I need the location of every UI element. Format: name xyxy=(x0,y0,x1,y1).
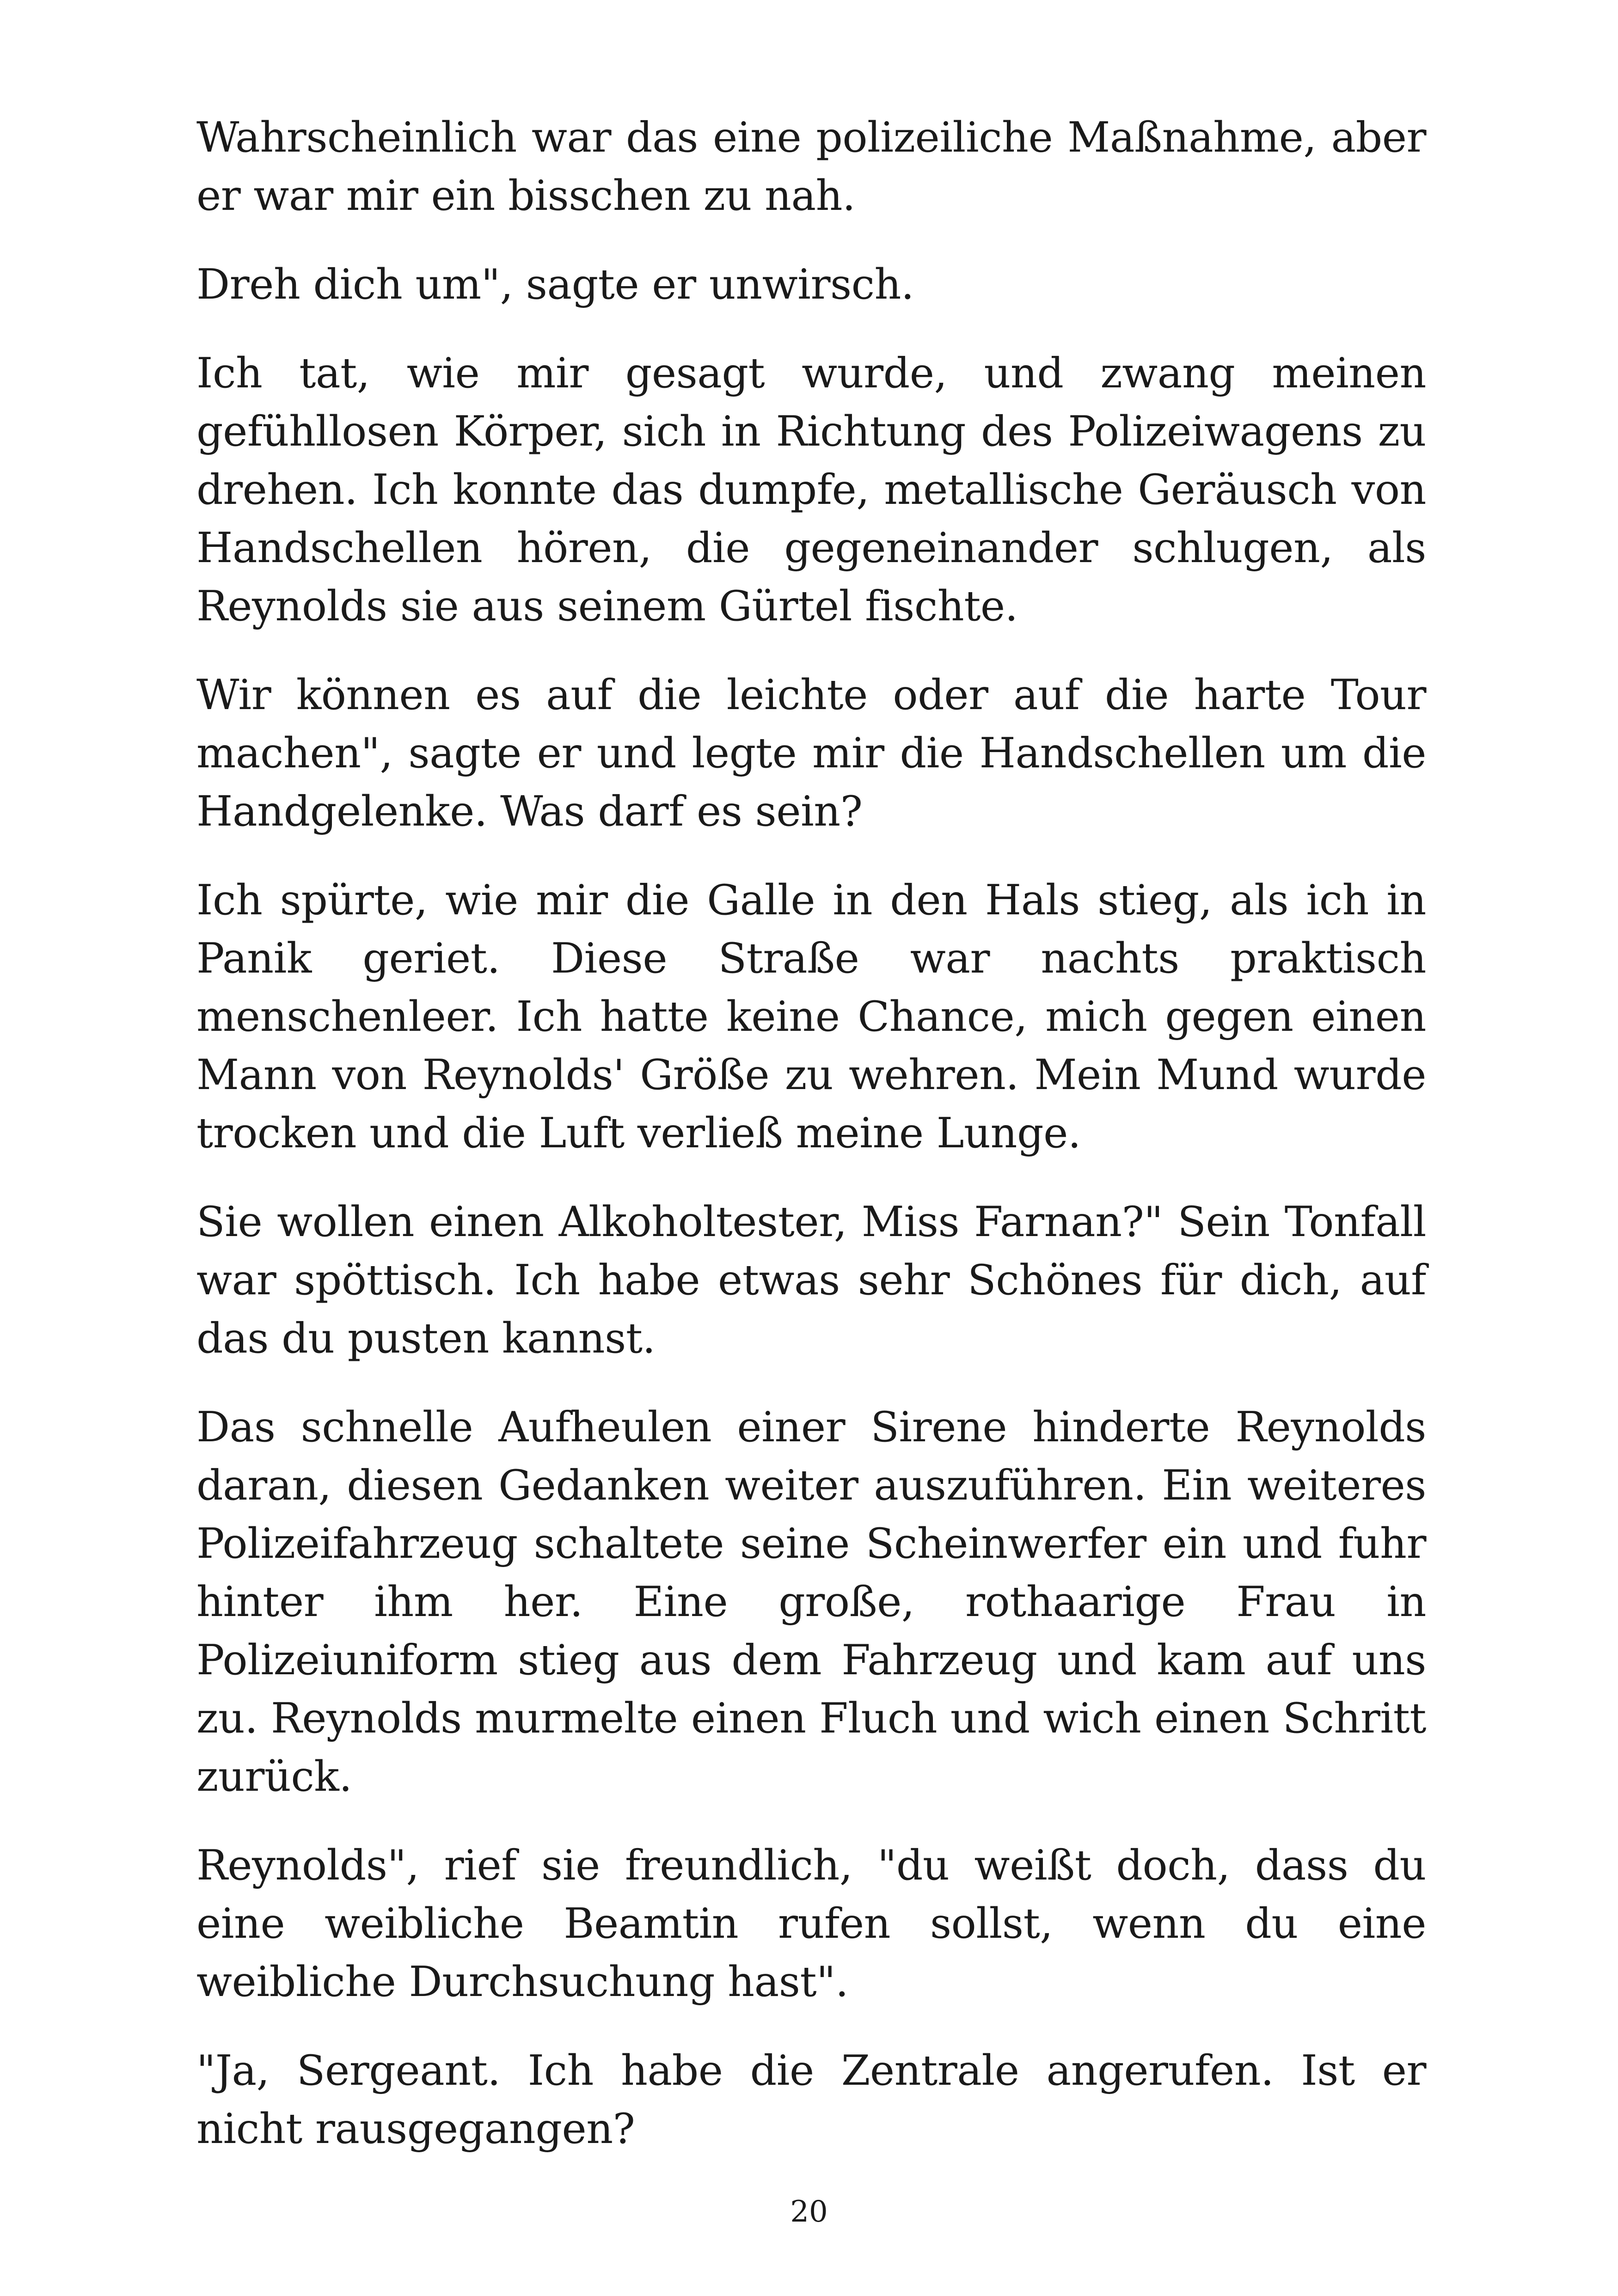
body-text xyxy=(196,109,1426,2189)
paragraph: "Ja, Sergeant. Ich habe die Zentrale angerufen. Ist er nicht rausgegangen? xyxy=(196,2046,1426,2153)
paragraph: Das schnelle Aufheulen einer Sirene hinderte Reynolds daran, diesen Gedanken weiter auszuführen. Ein weiteres Polizeifahrzeug schaltete seine Scheinwerfer ein und fuhr hinter ihm her. Eine große, rothaarige Frau in Polizeiuniform stieg aus dem Fahrzeug und kam auf uns zu. Reynolds murmelte einen Fluch und wich einen Schritt zurück. xyxy=(196,1403,1426,1801)
paragraph: Wahrscheinlich war das eine polizeiliche Maßnahme, aber er war mir ein bisschen zu nah. xyxy=(196,113,1426,220)
paragraph: Reynolds", rief sie freundlich, "du weißt doch, dass du eine weibliche Beamtin rufen sollst, wenn du eine weibliche Durchsuchung hast". xyxy=(196,1841,1426,2006)
page-number: 20 xyxy=(790,2195,828,2229)
paragraph: Ich tat, wie mir gesagt wurde, und zwang meinen gefühllosen Körper, sich in Richtung des Polizeiwagens zu drehen. Ich konnte das dumpfe, metallische Geräusch von Handschellen hören, die gegeneinander schlugen, als Reynolds sie aus seinem Gürtel fischte. xyxy=(196,349,1426,631)
paragraph: Ich spürte, wie mir die Galle in den Hals stieg, als ich in Panik geriet. Diese Straße war nachts praktisch menschenleer. Ich hatte keine Chance, mich gegen einen Mann von Reynolds' Größe zu wehren. Mein Mund wurde trocken und die Luft verließ meine Lunge. xyxy=(196,876,1426,1157)
paragraph: Dreh dich um", sagte er unwirsch. xyxy=(196,260,914,309)
paragraph: Sie wollen einen Alkoholtester, Miss Farnan?" Sein Tonfall war spöttisch. Ich habe etwas sehr Schönes für dich, auf das du pusten kannst. xyxy=(196,1198,1426,1363)
paragraph: Wir können es auf die leichte oder auf die harte Tour machen", sagte er und legte mir die Handschellen um die Handgelenke. Was darf es sein? xyxy=(196,671,1426,836)
